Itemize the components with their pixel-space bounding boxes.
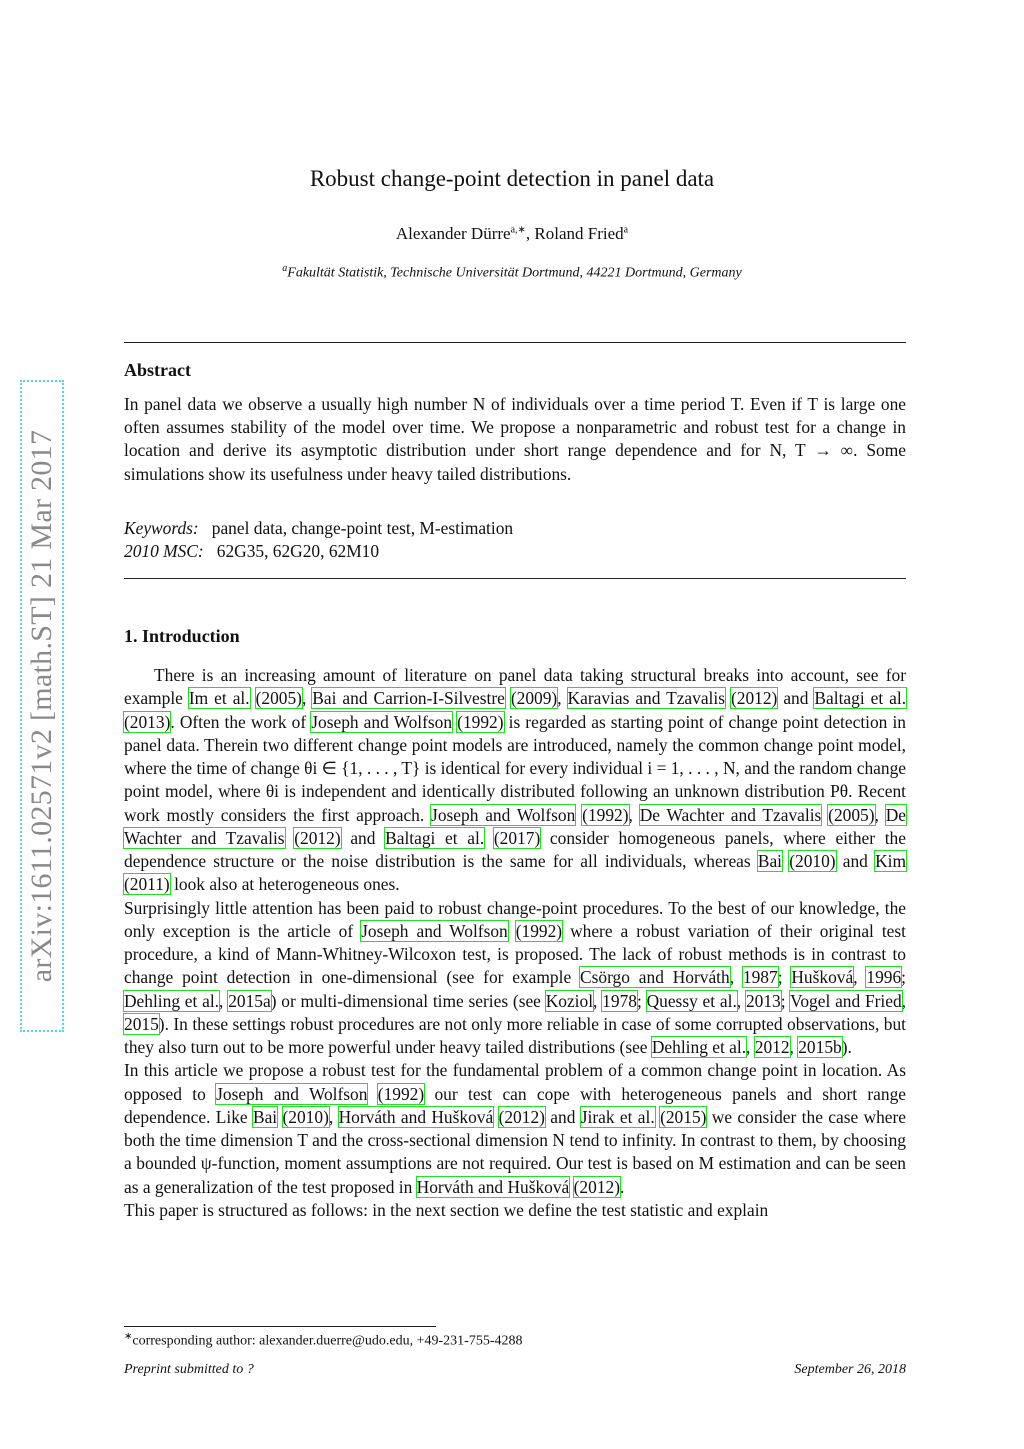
keywords-block	[124, 517, 906, 563]
footer-left: Preprint submitted to ?	[124, 1362, 254, 1377]
citation-year-link[interactable]: (2012)	[730, 688, 778, 709]
text-run: This paper is structured as follows: in the next section we define the test statistic and explain	[124, 1199, 769, 1220]
text-run: ;	[901, 967, 906, 988]
citation-link[interactable]: Baltagi et al.	[814, 688, 907, 709]
author-1-marks: a,∗	[510, 224, 526, 236]
text-run: and	[777, 688, 815, 709]
citation-year-link[interactable]: (2015)	[660, 1106, 707, 1127]
paragraph-1	[124, 664, 906, 897]
citation-link[interactable]: Baltagi et al.	[385, 827, 485, 848]
text-run: consider homogeneous panels, where either the dependence structure or the noise distribution is the same for all individuals, whereas	[124, 827, 906, 871]
citation-link[interactable]: De Wachter and Tzavalis	[639, 804, 822, 825]
footnote-text: corresponding author: alexander.duerre@udo.edu, +49-231-755-4288	[132, 1333, 523, 1349]
paragraph-2: Surprisingly little attention has been paid to robust change-point procedures. To the best of our knowledge, the only exception is the article of Joseph and Wolfson (1992) where a robust variation of their original test procedure, a kind of Mann-Whitney-Wilcoxon test, is proposed. The lack of robust methods is in contrast to change point detection in one-dimensional (see for example Csörgo and Horváth, 1987; Hušková, 1996; Dehling et al., 2015a) or multi-dimensional time series (see Koziol, 1978; Quessy et al., 2013; Vogel and Fried, 2015). In these settings robust procedures are not only more reliable in case of some corrupted observations, but they also turn out to be more powerful under heavy tailed distributions (see Dehling et al., 2012, 2015b).	[124, 897, 907, 1057]
citation-link[interactable]: Vogel and Fried	[790, 990, 902, 1011]
citation-year-link[interactable]: 2013	[745, 990, 781, 1011]
citation-year-link[interactable]: (2017)	[493, 827, 541, 848]
text-run: ,	[328, 1106, 339, 1127]
text-run: . Often the work of	[170, 711, 312, 732]
text-run: ) or multi-dimensional time series (see	[270, 990, 546, 1011]
citation-year-link[interactable]: 1978	[602, 990, 637, 1011]
citation-year-link[interactable]: (2010)	[282, 1106, 329, 1127]
text-run: look also at heterogeneous ones.	[169, 874, 400, 895]
citation-link[interactable]: Csörgo and Horváth	[580, 967, 730, 988]
text-run: Surprisingly little attention has been paid to robust change-point procedures. To the best of our knowledge, the only exception is the article of	[124, 897, 906, 941]
text-run: where a robust variation of their original test procedure, a kind of Mann-Whitney-Wilcoxon test, is proposed. The lack of robust methods is in contrast to change point detection in one-dimensional (see for example	[124, 920, 906, 988]
text-run: our test can cope with heterogeneous panels and short range dependence. Like	[124, 1083, 907, 1127]
arxiv-id-text: arXiv:1611.02571v2 [math.ST] 21 Mar 2017	[25, 429, 59, 983]
text-run: ,	[557, 688, 568, 709]
citation-link[interactable]: Karavias and Tzavalis	[567, 688, 725, 709]
citation-year-link[interactable]: (2009)	[510, 688, 558, 709]
footnote-mark: ∗	[124, 1331, 133, 1342]
citation-link[interactable]: Im et al.	[188, 688, 250, 709]
citation-year-link[interactable]: (2005)	[255, 688, 302, 709]
citation-year-link[interactable]: 2015a	[228, 990, 271, 1011]
footnote-rule	[124, 1326, 436, 1327]
citation-year-link[interactable]: 1996	[866, 967, 902, 988]
text-run: There is an increasing amount of literature on panel data taking structural breaks into account, see for example	[124, 665, 906, 709]
keywords-label: Keywords:	[124, 518, 199, 538]
arxiv-side-stamp	[20, 380, 64, 1032]
text-run: ,	[301, 688, 313, 709]
citation-year-link[interactable]: 2015b	[798, 1037, 842, 1057]
text-run: In this article we propose a robust test for the fundamental problem of a common change point in location. As opposed to	[124, 1060, 906, 1104]
footnote	[124, 1331, 523, 1350]
citation-link[interactable]: De Wachter and Tzavalis	[124, 804, 906, 848]
abstract-bottom-rule	[124, 578, 906, 579]
citation-link[interactable]: Horváth and Hušková	[416, 1176, 570, 1197]
author-line	[0, 224, 1024, 244]
msc-label: 2010 MSC:	[124, 541, 204, 562]
paragraph-4	[124, 1199, 906, 1222]
text-run: we consider the case where both the time dimension T and the cross-sectional dimension N tend to infinity. In contrast to them, by choosing a bounded ψ-function, moment assumptions are not required. Our test is based on M estimation and can be seen as a generalization of the test proposed in	[124, 1106, 907, 1197]
msc-value: 62G35, 62G20, 62M10	[216, 541, 380, 562]
text-run: .	[620, 1176, 625, 1197]
citation-year-link[interactable]: (2010)	[789, 851, 836, 871]
author-separator: ,	[525, 224, 535, 243]
affiliation-mark: a	[282, 263, 288, 274]
author-2-marks: a	[623, 224, 629, 236]
citation-year-link[interactable]: (2013)	[124, 711, 171, 732]
citation-year-link[interactable]: 1987	[742, 967, 778, 988]
citation-year-link[interactable]: (2012)	[573, 1176, 621, 1197]
author-1: Alexander Dürre	[395, 224, 511, 243]
page-footer	[124, 1362, 906, 1378]
citation-year-link[interactable]: (2012)	[498, 1106, 545, 1127]
citation-year-link[interactable]: (2011)	[124, 874, 170, 895]
footer-right: September 26, 2018	[794, 1362, 906, 1377]
citation-link[interactable]: Koziol	[545, 990, 594, 1011]
text-run: ,	[874, 804, 886, 825]
citation-link[interactable]: Jirak et al.	[580, 1106, 655, 1127]
keywords-row	[124, 517, 906, 540]
text-run: ;	[636, 990, 647, 1011]
section-heading: 1. Introduction	[124, 626, 240, 646]
abstract-text: In panel data we observe a usually high number N of individuals over a time period T. Even if T is large one often assumes stability of the model over time. We propose a nonparametric and robust test for a change in location and derive its asymptotic distribution under short range dependence and for N, T → ∞. Some simulations show its usefulness under heavy tailed distributions.	[124, 394, 906, 484]
citation-link[interactable]: Quessy et al.	[646, 990, 737, 1011]
paper-title: Robust change-point detection in panel data	[309, 166, 715, 191]
citation-link[interactable]: Dehling et al.	[124, 990, 220, 1011]
affiliation	[0, 263, 1024, 282]
text-run: ;	[777, 967, 792, 988]
citation-link[interactable]: Kim	[875, 851, 906, 871]
citation-year-link[interactable]: (1992)	[377, 1083, 425, 1104]
text-run: and	[340, 827, 386, 848]
text-run: is regarded as starting point of change point detection in panel data. Therein two different change point models are introduced, namely the common change point model, where the time of change θi ∈ {1, . . . , T} is identical for every individual i = 1, . . . , N, and the random change point model, where θi is independent and identically distributed following an unknown distribution Pθ. Recent work mostly considers the first approach.	[124, 711, 906, 825]
text-run: ).	[841, 1037, 852, 1057]
abstract-top-rule	[124, 342, 906, 343]
citation-link[interactable]: Bai	[757, 851, 782, 871]
text-run: ;	[780, 990, 791, 1011]
text-run: ,	[628, 804, 640, 825]
introduction-body	[124, 664, 906, 1222]
citation-link[interactable]: Joseph and Wolfson	[216, 1083, 368, 1104]
citation-link[interactable]: Horváth and Hušková	[338, 1106, 494, 1127]
citation-link[interactable]: Bai and Carrion-I-Silvestre	[312, 688, 505, 709]
paragraph-3	[124, 1059, 906, 1199]
msc-row	[124, 540, 906, 563]
citation-year-link[interactable]: 2012	[754, 1037, 790, 1057]
text-run: ). In these settings robust procedures are not only more reliable in case of some corrupted observations, but they also turn out to be more powerful under heavy tailed distributions (see	[124, 1013, 906, 1057]
citation-year-link[interactable]: (1992)	[582, 804, 629, 825]
citation-link[interactable]: Dehling et al.	[651, 1037, 747, 1057]
citation-link[interactable]: Hušková	[791, 967, 854, 988]
citation-year-link[interactable]: 2015	[124, 1013, 159, 1034]
citation-link[interactable]: Joseph and Wolfson	[311, 711, 453, 732]
citation-year-link[interactable]: (1992)	[457, 711, 504, 732]
citation-link[interactable]: Joseph and Wolfson	[361, 920, 508, 941]
citation-link[interactable]: Joseph and Wolfson	[431, 804, 576, 825]
author-2: Roland Fried	[534, 224, 624, 243]
affiliation-text: Fakultät Statistik, Technische Universität Dortmund, 44221 Dortmund, Germany	[287, 265, 742, 281]
keywords-value: panel data, change-point test, M-estimation	[211, 518, 514, 538]
citation-year-link[interactable]: (2012)	[294, 827, 341, 848]
abstract-heading: Abstract	[124, 360, 191, 380]
text-run: and	[835, 851, 876, 871]
citation-year-link[interactable]: (2005)	[828, 804, 875, 825]
citation-year-link[interactable]: (1992)	[515, 920, 563, 941]
text-run: and	[544, 1106, 581, 1127]
citation-link[interactable]: Bai	[252, 1106, 278, 1127]
